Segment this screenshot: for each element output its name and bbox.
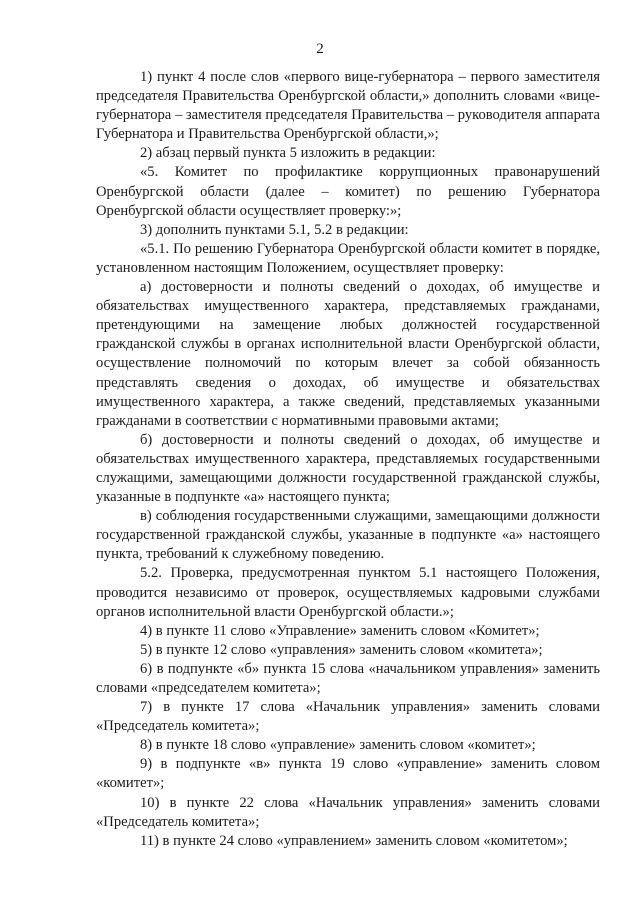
- paragraph-subitem-b: б) достоверности и полноты сведений о доходах, об имуществе и обязательствах имущественного характера, представляемых государственными служащими, замещающими должности государственной гражданской службы, указанные в подпункте «а» настоящего пункта;: [96, 431, 600, 506]
- paragraph-clause-5-1: «5.1. По решению Губернатора Оренбургской области комитет в порядке, установленном настоящим Положением, осуществляет проверку:: [96, 240, 600, 276]
- paragraph-item-6: 6) в подпункте «б» пункта 15 слова «начальником управления» заменить словами «председателем комитета»;: [96, 660, 600, 696]
- paragraph-subitem-a: а) достоверности и полноты сведений о доходах, об имуществе и обязательствах имущественного характера, представляемых гражданами, претендующими на замещение любых должностей государственной гражданской службы в органах исполнительной власти Оренбургской области, осуществление полномочий по которым влечет за собой обязанность представлять сведения о доходах, об имуществе и обязательствах имущественного характера, а также сведений, представляемых указанными гражданами в соответствии с нормативными правовыми актами;: [96, 279, 600, 429]
- document-body: [96, 68, 600, 851]
- paragraph-item-9: 9) в подпункте «в» пункта 19 слово «управление» заменить словом «комитет»;: [96, 756, 600, 792]
- paragraph-item-3: 3) дополнить пунктами 5.1, 5.2 в редакции:: [140, 221, 409, 238]
- paragraph-item-5: 5) в пункте 12 слово «управления» заменить словом «комитета»;: [140, 641, 543, 658]
- paragraph-item-10: 10) в пункте 22 слова «Начальник управления» заменить словами «Председатель комитета»;: [96, 794, 600, 830]
- paragraph-item-8: 8) в пункте 18 слово «управление» заменить словом «комитет»;: [140, 737, 536, 754]
- paragraph-item-3-quote: «5. Комитет по профилактике коррупционных правонарушений Оренбургской области (далее – комитет) по решению Губернатора Оренбургской области осуществляет проверку:»;: [96, 164, 600, 219]
- paragraph-item-7: 7) в пункте 17 слова «Начальник управления» заменить словами «Председатель комитета»;: [96, 699, 600, 735]
- page-number: 2: [316, 41, 324, 57]
- paragraph-clause-5-2: 5.2. Проверка, предусмотренная пунктом 5.1 настоящего Положения, проводится независимо от проверок, осуществляемых кадровыми службами органов исполнительной власти Оренбургской области.»;: [96, 565, 600, 620]
- paragraph-item-1: 1) пункт 4 после слов «первого вице-губернатора – первого заместителя председателя Правительства Оренбургской области,» дополнить словами «вице-губернатора – заместителя председателя Правительства – руководителя аппарата Губернатора и Правительства Оренбургской области,»;: [96, 69, 600, 143]
- paragraph-item-11: 11) в пункте 24 слово «управлением» заменить словом «комитетом»;: [140, 832, 568, 849]
- paragraph-item-4: 4) в пункте 11 слово «Управление» заменить словом «Комитет»;: [140, 622, 540, 639]
- paragraph-subitem-v: в) соблюдения государственными служащими, замещающими должности государственной гражданской службы, указанные в подпункте «а» настоящего пункта, требований к служебному поведению.: [96, 508, 600, 563]
- paragraph-item-2: 2) абзац первый пункта 5 изложить в редакции:: [140, 145, 436, 162]
